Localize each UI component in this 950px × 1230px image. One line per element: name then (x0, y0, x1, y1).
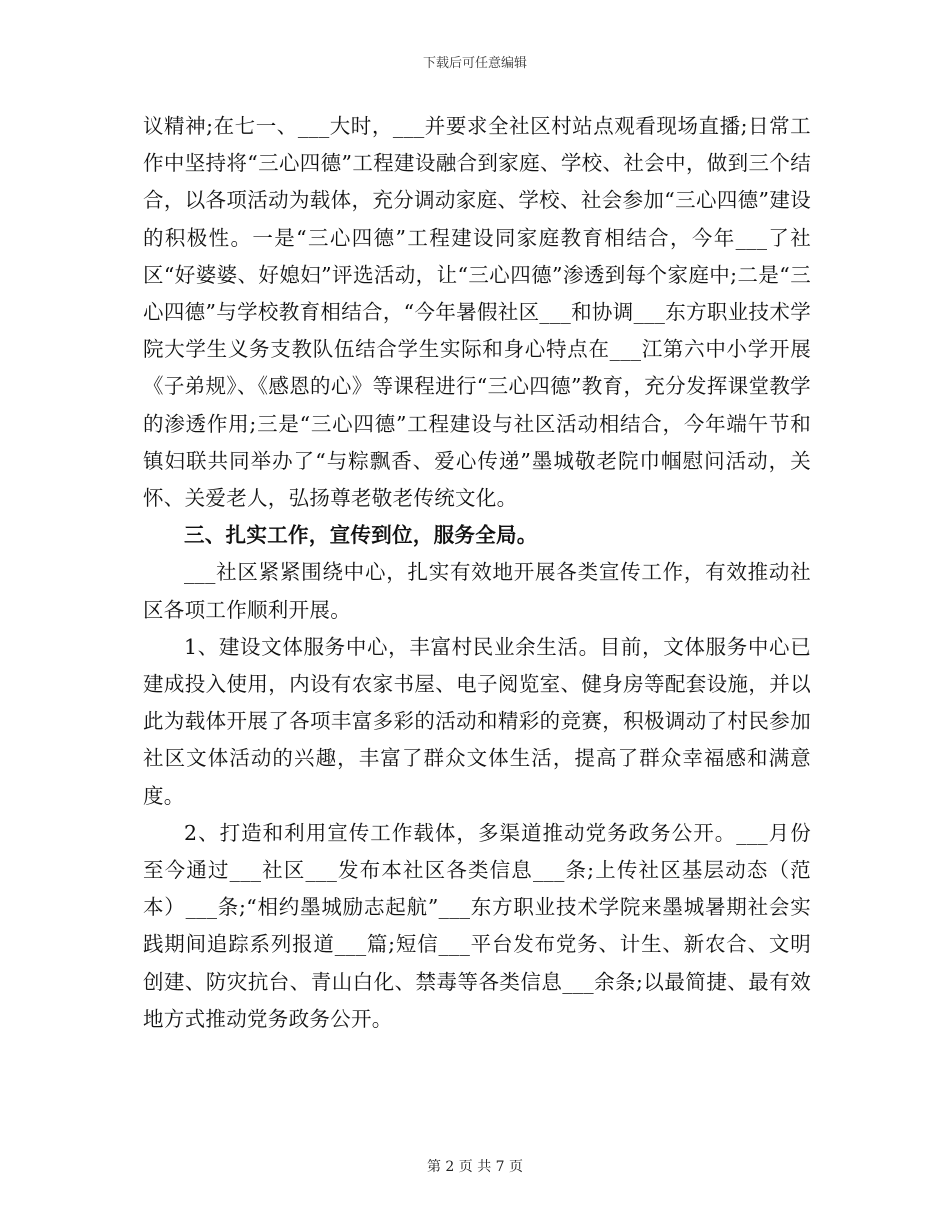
paragraph-item-1: 1、建设文体服务中心，丰富村民业余生活。目前，文体服务中心已建成投入使用，内设有农家书屋、电子阅览室、健身房等配套设施，并以此为载体开展了各项丰富多彩的活动和精彩的竞赛，积极调动了村民参加社区文体活动的兴趣，丰富了群众文体生活，提高了群众幸福感和满意度。 (143, 634, 811, 808)
document-body (143, 108, 811, 1038)
paragraph-continuation: 议精神;在七一、___大时，___并要求全社区村站点观看现场直播;日常工作中坚持将“三心四德”工程建设融合到家庭、学校、社会中，做到三个结合，以各项活动为载体，充分调动家庭、学校、社会参加“三心四德”建设的积极性。一是“三心四德”工程建设同家庭教育相结合，今年___了社区“好婆婆、好媳妇”评选活动，让“三心四德”渗透到每个家庭中;二是“三心四德”与学校教育相结合，“今年暑假社区___和协调___东方职业技术学院大学生义务支教队伍结合学生实际和身心特点在___江第六中小学开展《子弟规》、《感恩的心》等课程进行“三心四德”教育，充分发挥课堂教学的渗透作用;三是“三心四德”工程建设与社区活动相结合，今年端午节和镇妇联共同举办了“与粽飘香、爱心传递”墨城敬老院巾帼慰问活动，关怀、关爱老人，弘扬尊老敬老传统文化。 (143, 114, 811, 511)
paragraph-intro: ___社区紧紧围绕中心，扎实有效地开展各类宣传工作，有效推动社区各项工作顺利开展。 (143, 560, 811, 622)
section-heading: 三、扎实工作，宣传到位，服务全局。 (184, 523, 538, 548)
paragraph-item-2: 2、打造和利用宣传工作载体，多渠道推动党务政务公开。___月份至今通过___社区___发布本社区各类信息___条;上传社区基层动态（范本）___条;“相约墨城励志起航”___东方职业技术学院来墨城暑期社会实践期间追踪系列报道___篇;短信___平台发布党务、计生、新农合、文明创建、防灾抗台、青山白化、禁毒等各类信息___余条;以最简捷、最有效地方式推动党务政务公开。 (143, 820, 811, 1031)
page-header: 下载后可任意编辑 (422, 56, 527, 71)
page-footer: 第 2 页 共 7 页 (426, 1159, 524, 1175)
